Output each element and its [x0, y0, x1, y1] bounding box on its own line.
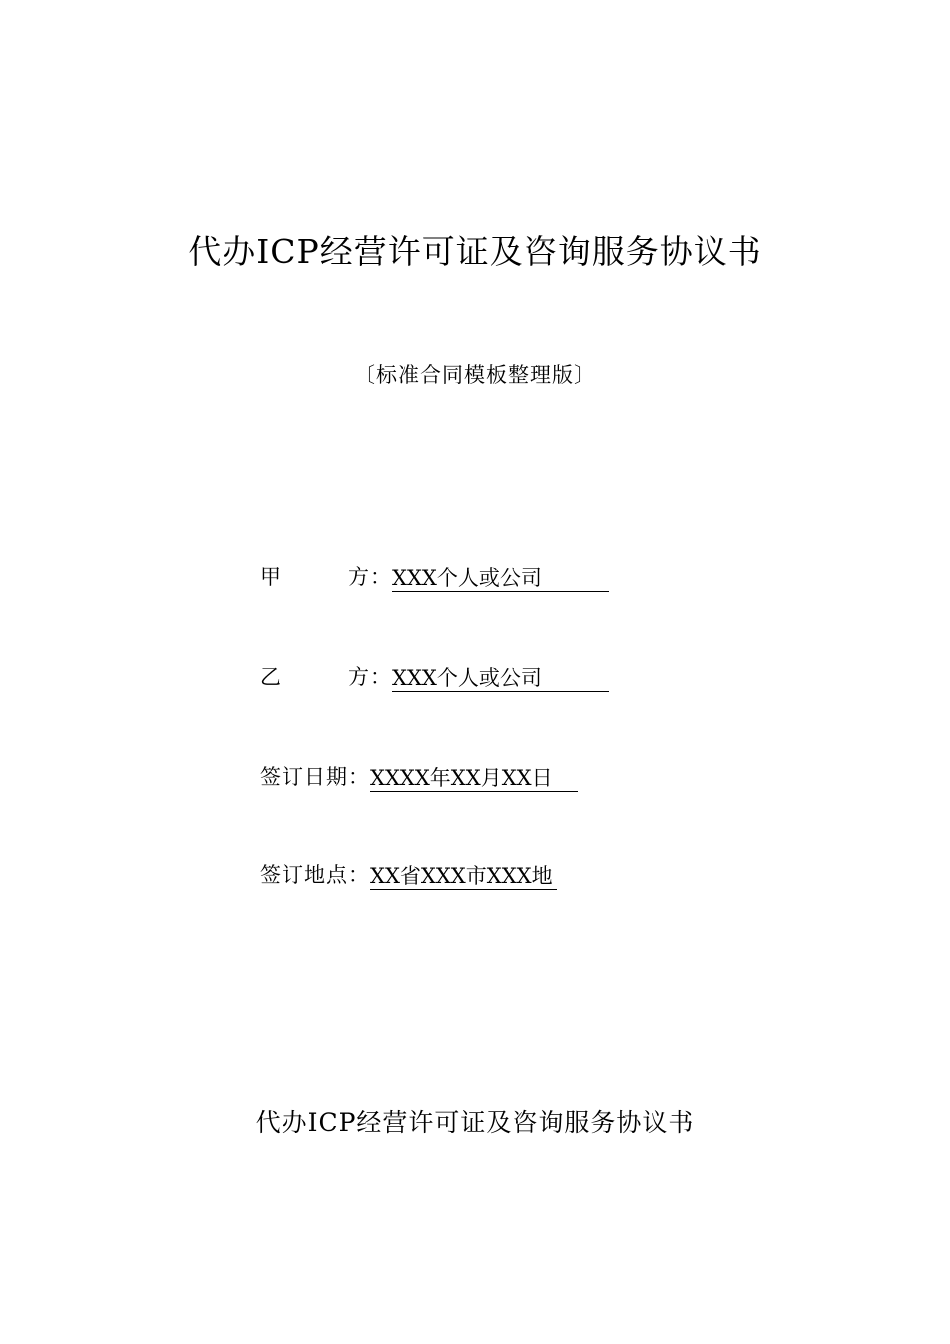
body-heading: 代办ICP经营许可证及咨询服务协议书	[255, 1108, 695, 1137]
document-subtitle: 〔标准合同模板整理版〕	[354, 363, 596, 387]
sign-place-field	[260, 856, 557, 890]
sign-place-label: 签订地点：	[260, 863, 370, 887]
party-b-value: XXX个人或公司	[392, 665, 609, 692]
party-a-field	[260, 558, 609, 592]
sign-date-field	[260, 758, 578, 792]
document-title: 代办ICP经营许可证及咨询服务协议书	[188, 232, 762, 271]
sign-date-label: 签订日期：	[260, 765, 370, 789]
sign-date-value: XXXX年XX月XX日	[370, 765, 578, 792]
party-b-field	[260, 658, 609, 692]
party-a-label: 甲 方：	[260, 565, 392, 589]
party-b-label: 乙 方：	[260, 665, 392, 689]
sign-place-value: XX省XXX市XXX地	[370, 863, 557, 890]
party-a-value: XXX个人或公司	[392, 565, 609, 592]
